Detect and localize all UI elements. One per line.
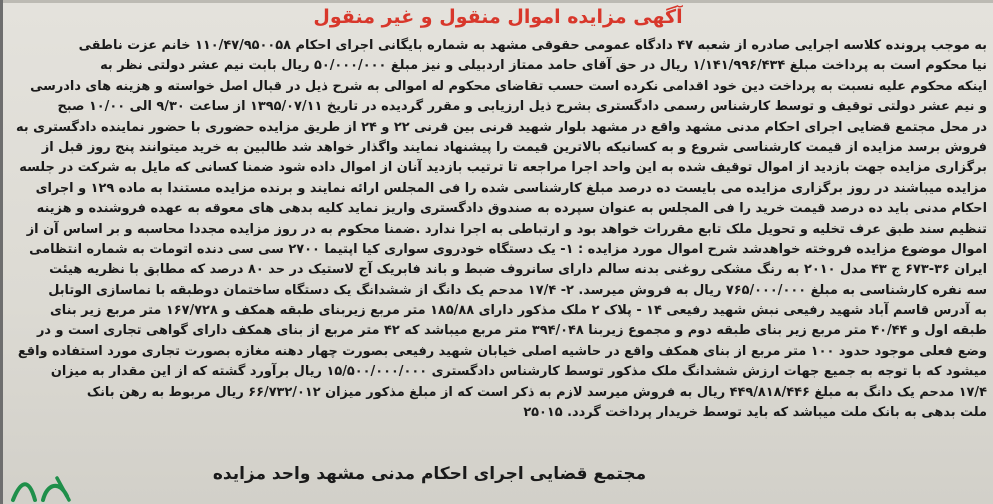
- notice-line: میشود که با توجه به جمیع جهات ارزش ششدانگ ملک مذکور توسط کارشناس دادگستری ۱۵/۵۰۰/۰۰۰/۰۰۰ ریال برآورد گشته که از این مقدار به میزان: [50, 364, 987, 380]
- notice-line: فروش برسد مزایده از قیمت کارشناسی شروع و به کسانیکه بالاترین قیمت را پیشنهاد نمایند واگذار خواهد شد طالبین به خرید میتوانند پنج روز قبل از: [41, 139, 987, 155]
- notice-line: سه نفره کارشناسی به مبلغ ۷۶۵/۰۰۰/۰۰۰ ریال به فروش میرسد. ۲- ۱۷/۴ مدحم یک دانگ از ششدانگ یک دستگاه ساختمان دوطبقه با نماسازی الوتابل: [48, 282, 987, 298]
- notice-line: نیا محکوم است به پرداخت مبلغ ۱/۱۴۱/۹۹۶/۴۳۴ ریال در حق آقای حامد ممتاز اردبیلی و نیز مبلغ ۵۰/۰۰۰/۰۰۰ ریال بابت نیم عشر دولتی نظر به: [100, 58, 987, 74]
- notice-line: احکام مدنی باید ده درصد قیمت خرید را فی المجلس به عنوان سپرده به صندوق دادگستری واریز نماید کلیه بدهی های معوقه به عهده فروشنده و هزینه: [36, 201, 987, 217]
- notice-line: و نیم عشر دولتی توقیف و توسط کارشناس رسمی دادگستری بشرح ذیل ارزیابی و مقرر گردیده در تاریخ ۱۳۹۵/۰۷/۱۱ از ساعت ۹/۳۰ الی ۱۰/۰۰ صبح: [57, 99, 987, 115]
- notice-line: ایران ۳۶-۶۷۳ ج ۴۳ مدل ۲۰۱۰ به رنگ مشکی روغنی بدنه سالم دارای سانروف ضبط و باند فابریک آج لاستیک در حد ۸۰ درصد که مطابق با نظریه هیئت: [49, 262, 987, 278]
- notice-body: [9, 36, 987, 423]
- notice-line: مزایده میباشند در روز برگزاری مزایده می بایست ده درصد مبلغ کارشناسی شده را فی المجلس ارائه نمایند و برنده مزایده مستندا به ماده ۱۲۹ و اجرای: [35, 180, 987, 196]
- notice-line: طبقه اول و ۴۰/۴۴ متر مربع زیر بنای طبقه دوم و مجموع زیربنا ۳۹۴/۰۴۸ متر مربع میباشد که ۴۲ متر مربع از بنای همکف دارای گواهی تجاری است و در: [37, 323, 987, 339]
- notice-line: اینکه محکوم علیه نسبت به پرداخت دین خود اقدامی نکرده است حسب تقاضای محکوم له اموالی به شرح ذیل در قبال اصل خواسته و هزینه های دادرسی: [30, 78, 987, 94]
- issuer-name: مجتمع قضایی اجرای احکام مدنی مشهد واحد مزایده: [212, 464, 647, 484]
- notice-line: وضع فعلی موجود حدود ۱۰۰ متر مربع از بنای همکف واقع در حاشیه اصلی خیابان شهید رفیعی بصورت چهار دهنه مغازه بصورت تجاری مورد استفاده واقع: [17, 343, 987, 359]
- notice-line: اموال موضوع مزایده فروخته خواهدشد شرح اموال مورد مزایده : ۱- یک دستگاه خودروی سواری کیا اپتیما ۲۷۰۰ سی سی دنده اتومات به شماره انتظامی: [29, 241, 987, 257]
- notice-title: آگهی مزایده اموال منقول و غیر منقول: [313, 6, 683, 28]
- notice-footer: [3, 464, 993, 484]
- notice-line: به موجب پرونده کلاسه اجرایی صادره از شعبه ۴۷ دادگاه عمومی حقوقی مشهد به شماره بایگانی اجرای احکام ۱۱۰/۴۷/۹۵۰۰۵۸ خانم عزت ناطقی: [78, 38, 987, 53]
- notice-line: ملت بدهی به بانک ملت میباشد که باید توسط خریدار پرداخت گردد. ۲۵۰۱۵: [523, 405, 987, 421]
- notice-line: به آدرس قاسم آباد شهید رفیعی نبش شهید رفیعی ۱۴ - پلاک ۲ ملک مذکور دارای ۱۸۵/۸۸ متر مربع زیربنای طبقه همکف و ۱۶۷/۷۲۸ متر مربع زیر بنای: [49, 303, 987, 319]
- notice-line: تنظیم سند طبق عرف تخلیه و تحویل ملک تابع مقررات خواهد بود و ارتباطی به اجرا ندارد .ضمنا محکوم به در روز مزایده مجددا محاسبه و بر اساس آن از: [26, 221, 987, 237]
- notice-line: در محل مجتمع قضایی اجرای احکام مدنی مشهد واقع در مشهد بلوار شهید قرنی بین قرنی ۲۲ و ۲۴ از طریق مزایده حضوری با حضور نماینده دادگستری به: [15, 119, 987, 135]
- notice-line: برگزاری مزایده جهت بازدید از اموال توقیف شده به این واحد اجرا مراجعه تا ترتیب بازدید آنان از اموال داده شود ضمنا کسانی که مایل به شرکت در جلسه: [19, 160, 987, 176]
- top-edge: [3, 0, 993, 3]
- stamp-marker-icon: [7, 470, 77, 504]
- notice-line: ۱۷/۴ مدحم یک دانگ به مبلغ ۴۴۹/۸۱۸/۴۴۶ ریال به فروش میرسد لازم به ذکر است که از مبلغ مذکور میزان ۶۶/۷۳۲/۰۱۲ ریال مربوط به رهن بانک: [86, 384, 987, 400]
